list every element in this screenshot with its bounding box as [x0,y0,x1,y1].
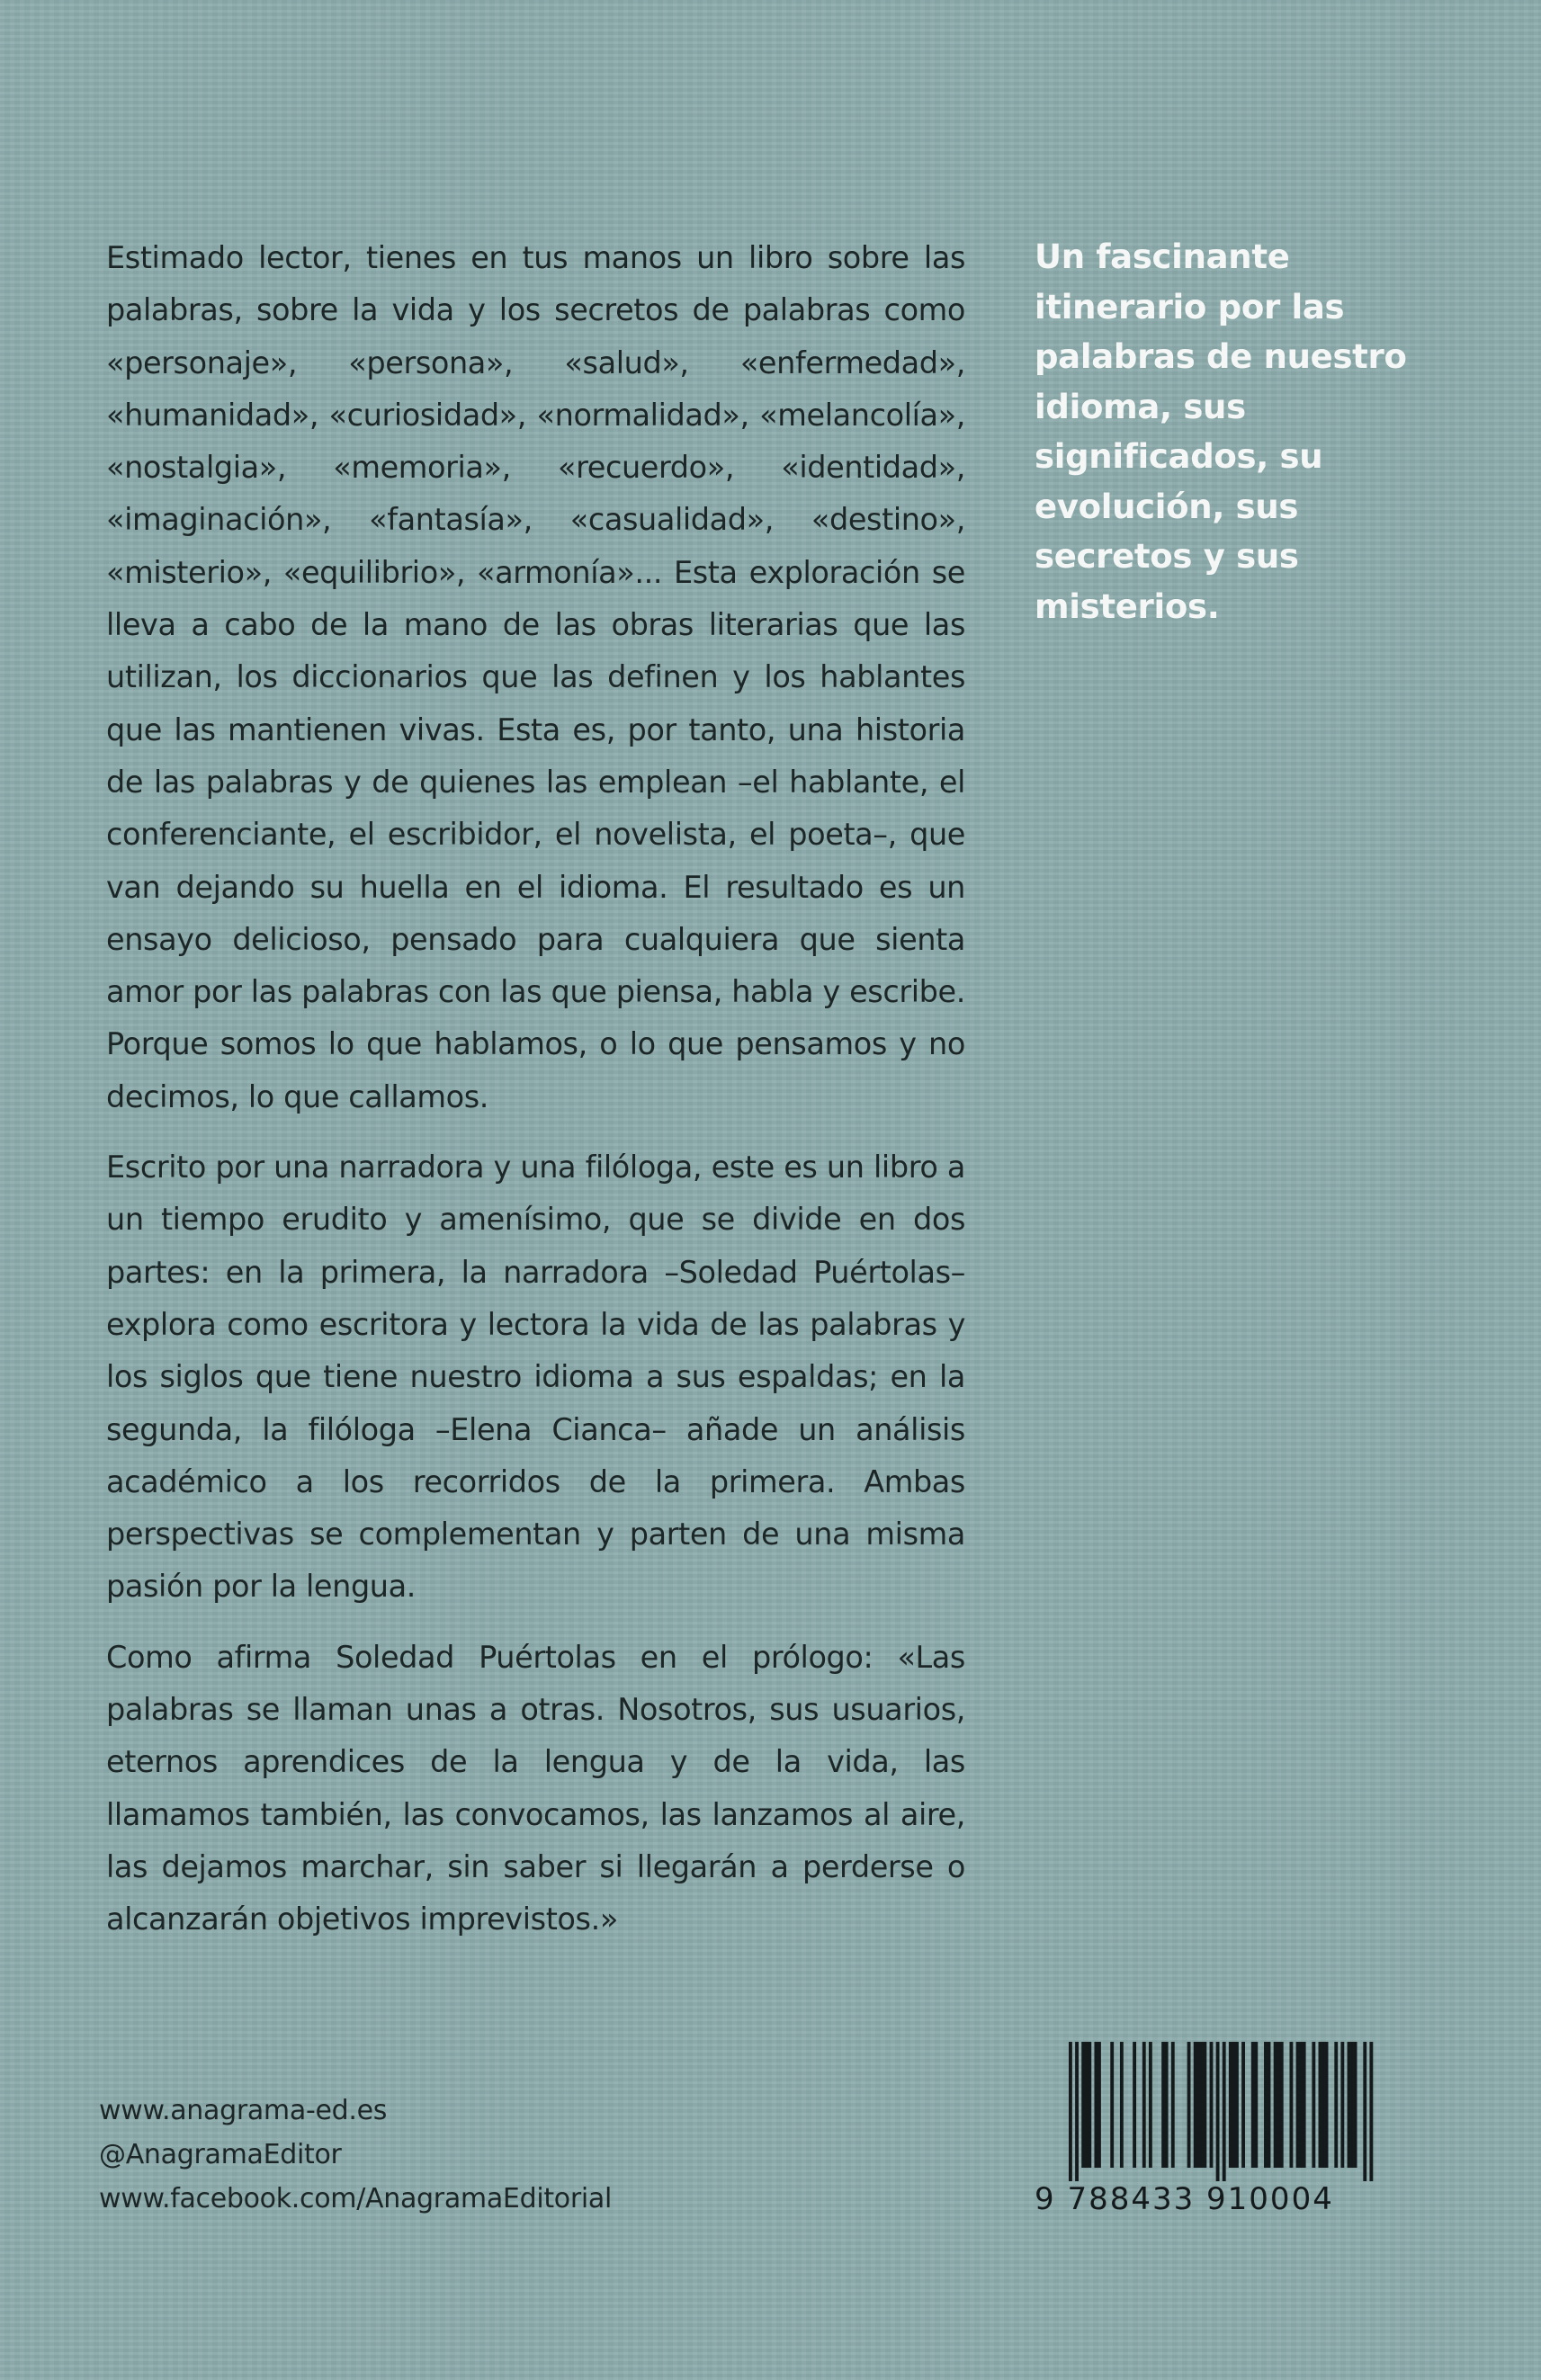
barcode-bars [1035,2042,1376,2181]
barcode-bar [1241,2042,1245,2168]
barcode-bar [1081,2042,1085,2168]
barcode-bar [1289,2042,1293,2168]
back-cover-body [106,232,965,1964]
barcode-bar [1075,2042,1079,2181]
barcode-bar [1120,2042,1124,2168]
isbn-barcode [1035,2042,1376,2217]
barcode-bar [1196,2042,1200,2168]
barcode-bar [1165,2042,1169,2168]
barcode-bar [1268,2042,1271,2168]
barcode-bar [1340,2042,1344,2168]
barcode-bar [1200,2042,1204,2168]
barcode-bar [1110,2042,1114,2168]
barcode-bar [1094,2042,1098,2168]
barcode-bar [1303,2042,1306,2168]
barcode-bar [1363,2042,1366,2181]
barcode-bar [1299,2042,1303,2168]
barcode-bar [1280,2042,1284,2168]
barcode-bar [1210,2042,1214,2168]
barcode-bar [1350,2042,1354,2168]
barcode-bar [1319,2042,1322,2168]
barcode-bar [1274,2042,1277,2168]
publisher-contacts [99,2089,612,2221]
barcode-bar [1223,2042,1226,2181]
barcode-bar [1296,2042,1300,2168]
barcode-bar [1194,2042,1197,2168]
barcode-bar [1232,2042,1235,2168]
barcode-bar [1142,2042,1146,2168]
barcode-bar [1229,2042,1232,2168]
barcode-digits: 9 788433 910004 [1035,2181,1334,2217]
barcode-bar [1085,2042,1089,2168]
facebook-link[interactable]: www.facebook.com/AnagramaEditorial [99,2183,613,2214]
paragraph-authors: Escrito por una narradora y una filóloga, este es un libro a un tiempo erudito y amenísimo, que se divide en dos partes: en la primera, la narradora –Soledad Puértolas– explora como escritora y lectora la vida de las palabras y los siglos que tiene nuestro idioma a sus espaldas; en la segunda, la filóloga –Elena Cianca– añade un análisis académico a los recorridos de la primera. Ambas perspectivas se complementan y parten de una misma pasión por la lengua. [106,1150,965,1605]
barcode-bar [1348,2042,1351,2168]
barcode-bar [1235,2042,1239,2168]
barcode-bar [1171,2042,1175,2168]
barcode-bar [1254,2042,1258,2168]
website-link[interactable]: www.anagrama-ed.es [99,2095,388,2126]
barcode-bar [1187,2042,1191,2168]
barcode-bar [1098,2042,1101,2168]
barcode-bar [1251,2042,1255,2168]
barcode-bar [1133,2042,1136,2168]
barcode-bar [1369,2042,1373,2181]
barcode-bar [1264,2042,1268,2168]
barcode-bar [1088,2042,1091,2168]
barcode-bar [1216,2042,1220,2181]
barcode-bar [1203,2042,1206,2168]
barcode-bar [1161,2042,1165,2168]
barcode-bar [1312,2042,1315,2168]
tagline: Un fascinante itinerario por las palabras de nuestro idioma, sus significados, su evolución, sus secretos y sus misterios. [1035,237,1407,626]
barcode-bar [1354,2042,1357,2168]
paragraph-quote: Como afirma Soledad Puértolas en el prólogo: «Las palabras se llaman unas a otras. Nosotros, sus usuarios, eternos aprendices de la lengua y de la vida, las llamamos también, las convocamos, las lanzamos al aire, las dejamos marchar, sin saber si llegarán a perderse o alcanzarán objetivos imprevistos.» [106,1639,965,1937]
twitter-handle[interactable]: @AnagramaEditor [99,2139,342,2170]
barcode-bar [1069,2042,1072,2181]
paragraph-intro: Estimado lector, tienes en tus manos un libro sobre las palabras, sobre la vida y los secretos de palabras como «personaje», «persona», «salud», «enfermedad», «humanidad», «curiosidad», «normalidad», «melancolía», «nostalgia», «memoria», «recuerdo», «identidad», «imaginación», «fantasía», «casualidad», «destino», «misterio», «equilibrio», «armonía»... Esta exploración se lleva a cabo de la mano de las obras literarias que las utilizan, los diccionarios que las definen y los hablantes que las mantienen vivas. Esta es, por tanto, una historia de las palabras y de quienes las emplean –el hablante, el conferenciante, el escribidor, el novelista, el poeta–, que van dejando su huella en el idioma. El resultado es un ensayo delicioso, pensado para cualquiera que sienta amor por las palabras con las que piensa, habla y escribe. Porque somos lo que hablamos, o lo que pensamos y no decimos, lo que callamos. [106,240,965,1114]
barcode-bar [1325,2042,1329,2168]
barcode-bar [1149,2042,1152,2168]
barcode-bar [1277,2042,1280,2168]
barcode-bar [1334,2042,1338,2168]
barcode-bar [1321,2042,1325,2168]
